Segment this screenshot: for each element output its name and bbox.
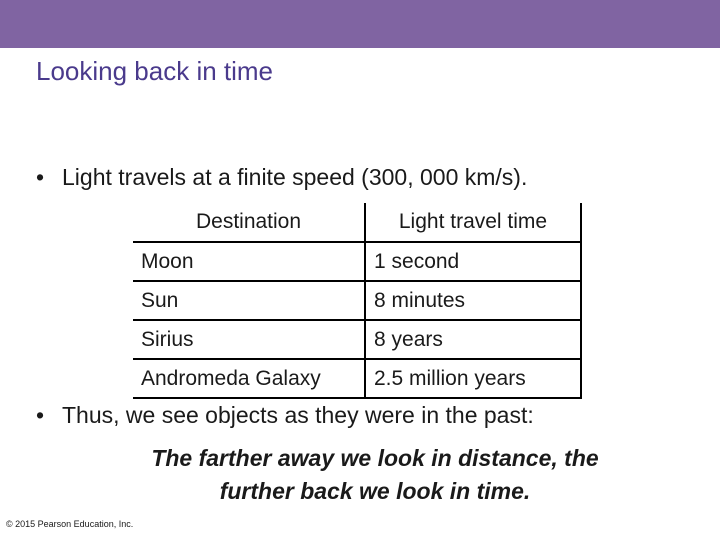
- table-row: [133, 242, 581, 281]
- conclusion-line: The farther away we look in distance, the: [151, 445, 599, 471]
- table-header-row: [133, 203, 581, 242]
- table-cell-destination: Moon: [133, 242, 365, 281]
- table-row: [133, 281, 581, 320]
- table-cell-travel-time: 8 years: [365, 320, 581, 359]
- table-cell-travel-time: 1 second: [365, 242, 581, 281]
- table-row: [133, 320, 581, 359]
- table-cell-destination: Sun: [133, 281, 365, 320]
- bullet-item: [36, 164, 527, 191]
- bullet-text: Thus, we see objects as they were in the past:: [62, 402, 534, 428]
- copyright-notice: © 2015 Pearson Education, Inc.: [6, 519, 134, 529]
- table-header-destination: Destination: [133, 203, 365, 242]
- table-cell-travel-time: 2.5 million years: [365, 359, 581, 398]
- table-cell-destination: Andromeda Galaxy: [133, 359, 365, 398]
- table-header-travel-time: Light travel time: [365, 203, 581, 242]
- table-row: [133, 359, 581, 398]
- light-travel-table: [133, 203, 582, 399]
- conclusion-line: further back we look in time.: [219, 478, 531, 504]
- table-cell-destination: Sirius: [133, 320, 365, 359]
- table-cell-travel-time: 8 minutes: [365, 281, 581, 320]
- conclusion-statement: [60, 442, 690, 508]
- slide-title: Looking back in time: [36, 56, 274, 86]
- bullet-item: [36, 402, 534, 429]
- bullet-text: Light travels at a finite speed (300, 000 km/s).: [62, 164, 528, 190]
- bullet-marker: •: [36, 402, 45, 428]
- header-bar: [0, 0, 720, 48]
- bullet-marker: •: [36, 164, 45, 190]
